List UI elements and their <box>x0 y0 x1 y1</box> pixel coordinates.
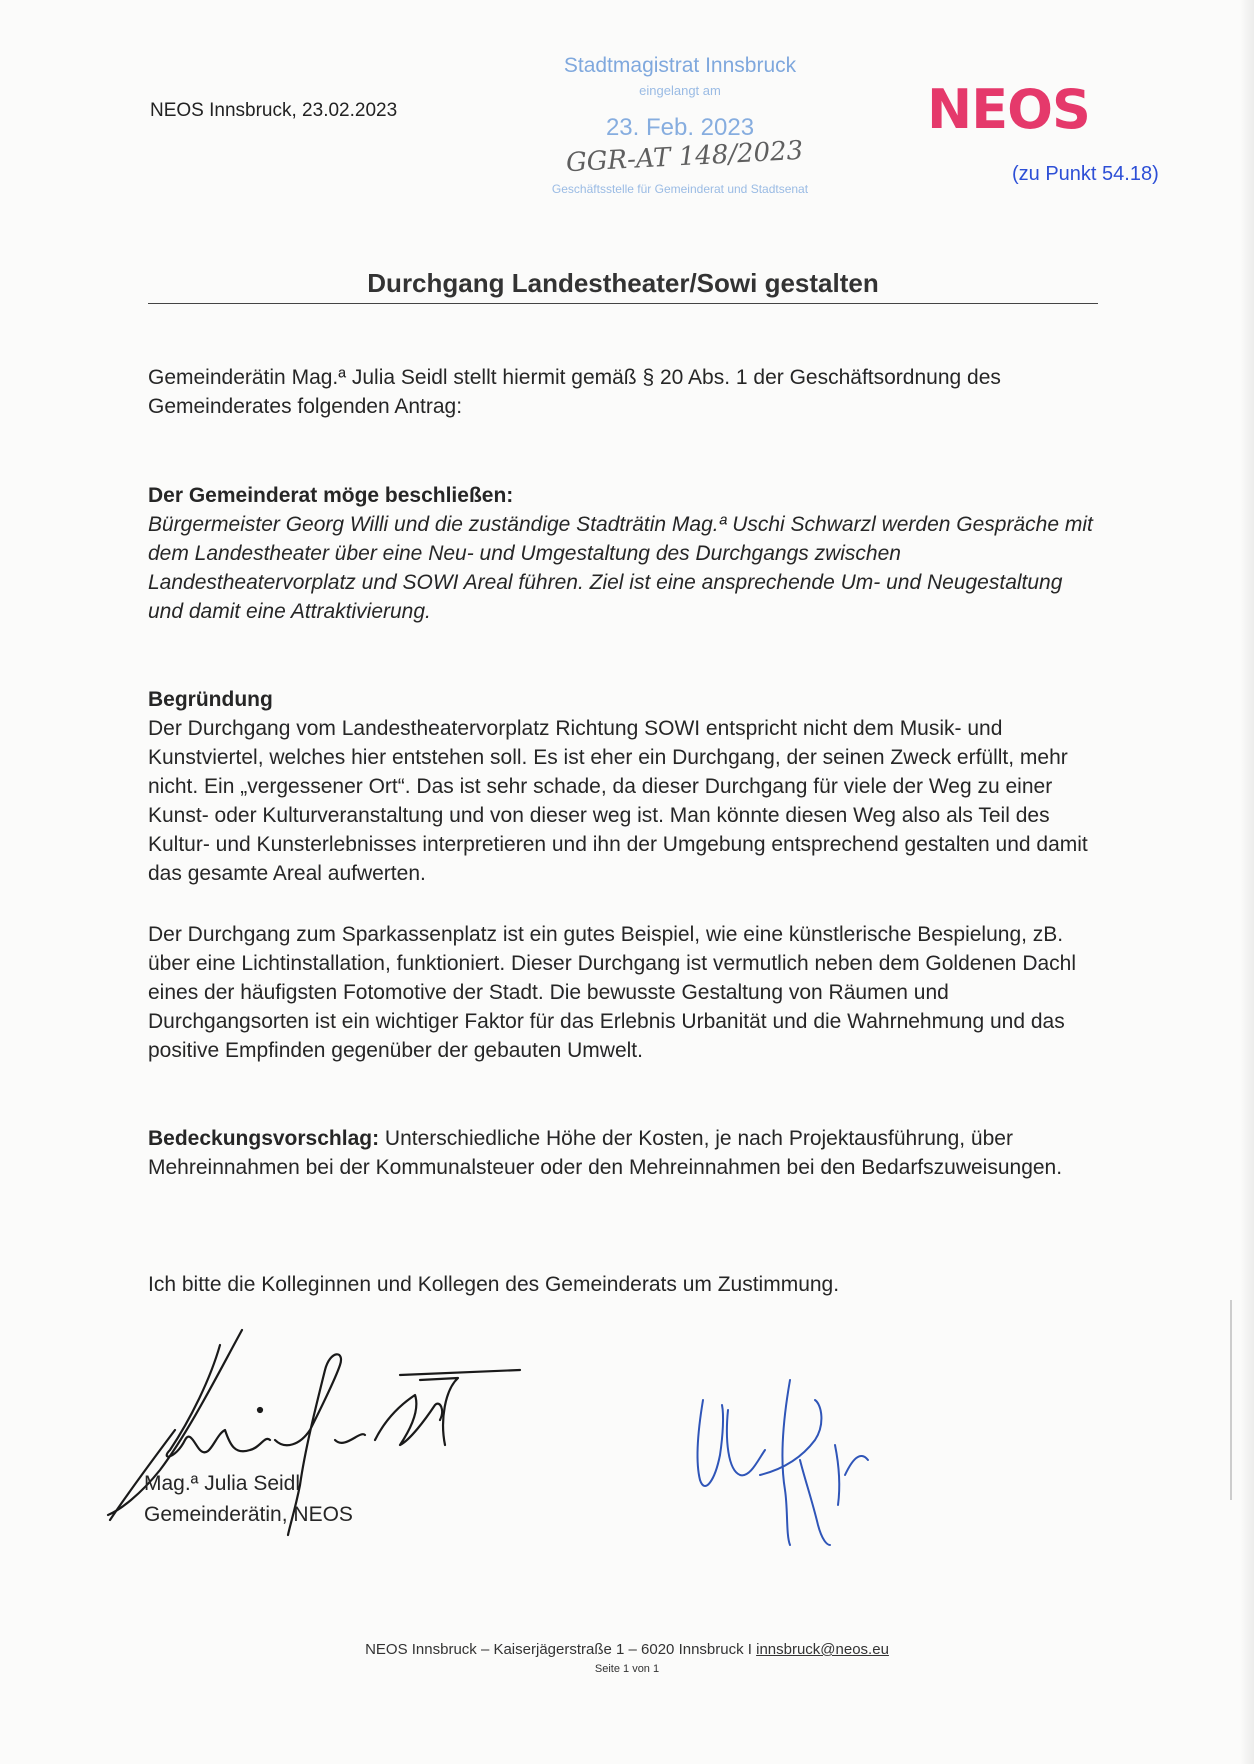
closing-line: Ich bitte die Kolleginnen und Kollegen des Gemeinderats um Zustimmung. <box>148 1273 840 1296</box>
stamp-office: Geschäftsstelle für Gemeinderat und Stadtsenat <box>551 182 809 196</box>
signer-role: Gemeinderätin, NEOS <box>144 1503 353 1526</box>
reasoning-heading: Begründung <box>148 688 273 711</box>
signer-block <box>144 1468 353 1530</box>
agenda-reference: (zu Punkt 54.18) <box>1012 163 1159 185</box>
footer-address <box>0 1641 1254 1658</box>
coverage-text: Unterschiedliche Höhe der Kosten, je nach Projektausführung, über Mehreinnahmen bei der Kommunalsteuer oder den Mehreinnahmen bei den Bedarfszuweisungen. <box>148 1127 1063 1179</box>
reasoning-section <box>148 685 1093 888</box>
title-underline <box>148 303 1098 304</box>
intro-paragraph: Gemeinderätin Mag.ª Julia Seidl stellt hiermit gemäß § 20 Abs. 1 der Geschäftsordnung des Gemeinderates folgenden Antrag: <box>148 366 1001 418</box>
stamp-received-label: eingelangt am <box>639 83 721 98</box>
stamp-file-number: GGR-AT 148/2023 <box>565 135 804 179</box>
coverage-section <box>148 1124 1093 1182</box>
signer-name: Mag.ª Julia Seidl <box>144 1472 301 1495</box>
motion-section <box>148 481 1093 626</box>
scan-artifact <box>1230 1300 1232 1500</box>
document-title: Durchgang Landestheater/Sowi gestalten <box>367 268 879 298</box>
reasoning-paragraph-1: Der Durchgang vom Landestheatervorplatz Richtung SOWI entspricht nicht dem Musik- und Kunstviertel, welches hier entstehen soll. Es ist eher ein Durchgang, der seinen Zweck erfüllt, mehr nicht. Ein „vergessener Ort“. Das ist sehr schade, da dieser Durchgang für viele der Weg zu einer Kunst- oder Kulturveranstaltung und von dieser weg ist. Man könnte diesen Weg also als Teil des Kultur- und Kunsterlebnisses interpretieren und ihn der Umgebung entsprechend gestalten und damit das gesamte Areal aufwerten. <box>148 717 1088 885</box>
scan-edge-shadow <box>1240 0 1254 1764</box>
coverage-label: Bedeckungsvorschlag: <box>148 1127 380 1150</box>
motion-heading: Der Gemeinderat möge beschließen: <box>148 484 514 507</box>
stamp-date: 23. Feb. 2023 <box>605 114 755 141</box>
stamp-authority: Stadtmagistrat Innsbruck <box>563 55 797 77</box>
page-number: Seite 1 von 1 <box>594 1663 660 1675</box>
neos-logo: NEOS <box>927 78 1090 141</box>
footer-address-text: NEOS Innsbruck – Kaiserjägerstraße 1 – 6020 Innsbruck I <box>365 1641 757 1658</box>
reasoning-paragraph-2: Der Durchgang zum Sparkassenplatz ist ein gutes Beispiel, wie eine künstlerische Bespielung, zB. über eine Lichtinstallation, funktioniert. Dieser Durchgang ist vermutlich neben dem Goldenen Dachl eines der häufigsten Fotomotive der Stadt. Die bewusste Gestaltung von Räumen und Durchgangsorten ist ein wichtiger Faktor für das Erlebnis Urbanität und die Wahrnehmung und das positive Empfinden gegenüber der gebauten Umwelt. <box>148 923 1077 1062</box>
signature-blue <box>697 1380 868 1545</box>
footer-email-link[interactable]: innsbruck@neos.eu <box>756 1641 889 1658</box>
sender-date-line: NEOS Innsbruck, 23.02.2023 <box>150 100 398 121</box>
received-stamp <box>520 55 850 205</box>
motion-text: Bürgermeister Georg Willi und die zuständige Stadträtin Mag.ª Uschi Schwarzl werden Gespräche mit dem Landestheater über eine Neu- und Umgestaltung des Durchgangs zwischen Landestheatervorplatz und SOWI Areal führen. Ziel ist eine ansprechende Um- und Neugestaltung und damit eine Attraktivierung. <box>148 513 1093 623</box>
